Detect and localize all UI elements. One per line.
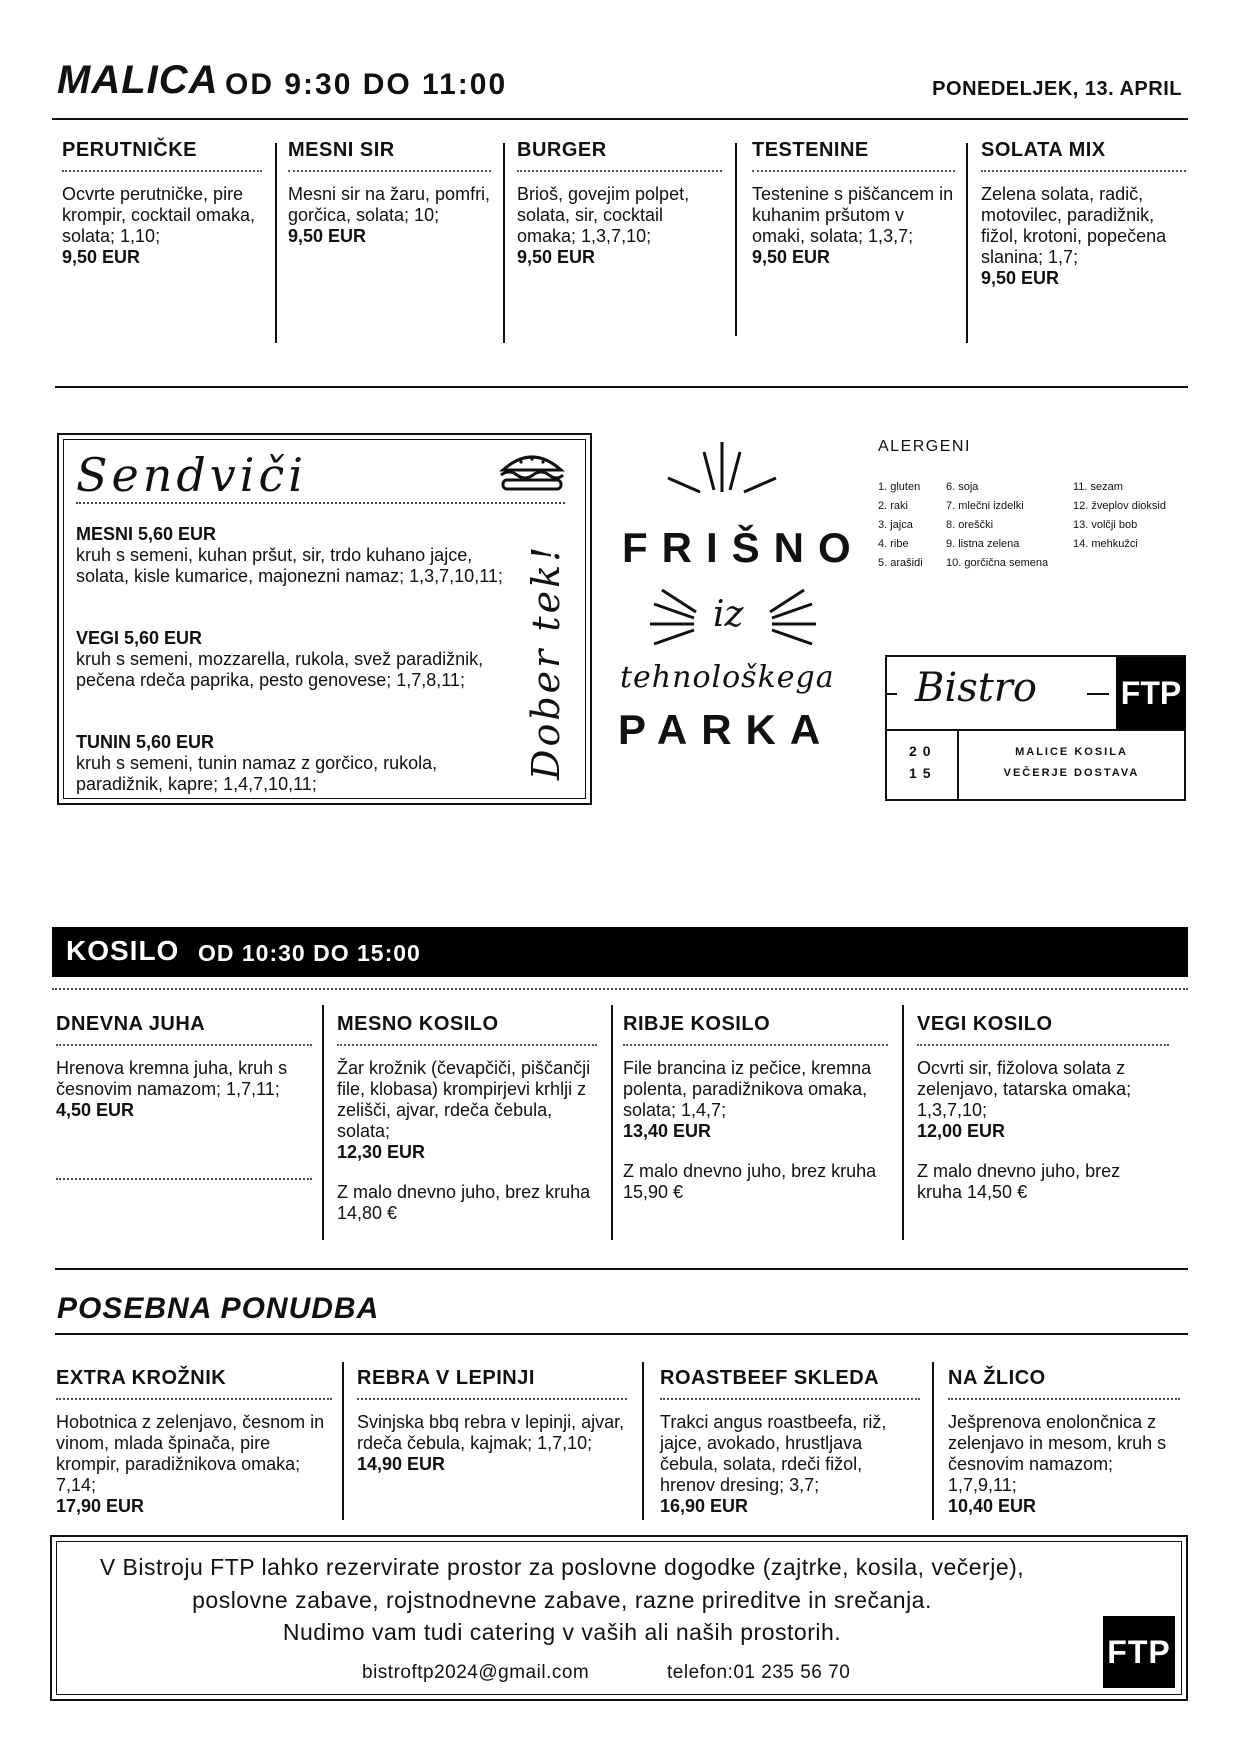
sendvici-divider xyxy=(76,502,565,504)
posebna-item-price: 17,90 EUR xyxy=(56,1496,145,1516)
kosilo-item-extra: Z malo dnevno juho, brez kruha 14,50 € xyxy=(917,1161,1121,1202)
sandwich-item xyxy=(76,524,506,587)
bistro-year-bottom: 15 xyxy=(909,765,937,781)
posebna-divider xyxy=(55,1333,1188,1335)
sendvici-title: Sendviči xyxy=(76,448,307,502)
sendvici-box xyxy=(57,433,592,805)
svg-text:Dober tek!: Dober tek! xyxy=(524,543,568,780)
kosilo-title: KOSILO xyxy=(66,935,180,966)
malica-title: MALICA xyxy=(57,58,219,102)
alergeni-column-3 xyxy=(1073,478,1166,554)
bistro-year-top: 20 xyxy=(909,743,937,759)
sandwich-desc: kruh s semeni, tunin namaz z gorčico, rukola, paradižnik, kapre; 1,4,7,10,11; xyxy=(76,753,438,794)
sandwich-item xyxy=(76,732,506,795)
menu-date: PONEDELJEK, 13. APRIL xyxy=(932,78,1182,100)
posebna-item-price: 14,90 EUR xyxy=(357,1454,446,1474)
malica-top-divider xyxy=(52,118,1188,120)
sandwich-icon xyxy=(497,450,567,494)
kosilo-item-title: RIBJE KOSILO xyxy=(623,1013,888,1046)
malica-item-title: SOLATA MIX xyxy=(981,139,1186,172)
kosilo-item-desc: Žar krožnik (čevapčiči, piščančji file, klobasa) krompirjevi krhlji z zelišči, ajvar, rdeča čebula, solata; xyxy=(337,1058,591,1141)
alergeni-column-1 xyxy=(878,478,923,573)
allergen-item: 3. jajca xyxy=(878,519,913,531)
posebna-item-title: NA ŽLICO xyxy=(948,1367,1180,1400)
posebna-item-title: REBRA V LEPINJI xyxy=(357,1367,627,1400)
malica-item-desc: Brioš, govejim polpet, solata, sir, cocktail omaka; 1,3,7,10; xyxy=(517,184,690,246)
column-divider xyxy=(735,143,737,336)
malica-item-title: TESTENINE xyxy=(752,139,955,172)
malica-item-title: BURGER xyxy=(517,139,722,172)
footer-line-3: Nudimo vam tudi catering v vaših ali naših prostorih. xyxy=(282,1619,842,1645)
allergen-item: 12. žveplov dioksid xyxy=(1073,500,1166,512)
malica-item-title: MESNI SIR xyxy=(288,139,491,172)
kosilo-item-title: MESNO KOSILO xyxy=(337,1013,597,1046)
allergen-item: 9. listna zelena xyxy=(946,538,1020,550)
kosilo-item-price: 12,30 EUR xyxy=(337,1142,426,1162)
footer-line-2: poslovne zabave, rojstnodnevne zabave, razne prireditve in srečanja. xyxy=(192,1587,932,1613)
dotted-divider xyxy=(56,1178,312,1180)
malica-item-title: PERUTNIČKE xyxy=(62,139,262,172)
logo-parka: PARKA xyxy=(618,706,835,753)
allergen-item: 8. oreščki xyxy=(946,519,994,531)
allergen-item: 14. mehkužci xyxy=(1073,538,1138,550)
column-divider xyxy=(966,143,968,343)
malica-item xyxy=(288,139,491,247)
kosilo-item-price: 13,40 EUR xyxy=(623,1121,712,1141)
posebna-item-price: 16,90 EUR xyxy=(660,1496,749,1516)
posebna-item xyxy=(660,1367,920,1517)
allergen-item: 10. gorčična semena xyxy=(946,557,1049,569)
allergen-item: 1. gluten xyxy=(878,481,921,493)
footer-box xyxy=(50,1535,1188,1701)
sandwich-desc: kruh s semeni, mozzarella, rukola, svež paradižnik, pečena rdeča paprika, pesto genovese; 1,7,8,11; xyxy=(76,649,484,690)
posebna-item-desc: Ješprenova enolončnica z zelenjavo in mesom, kruh s česnovim namazom; 1,7,9,11; xyxy=(948,1412,1167,1495)
logo-tehnoloskega: tehnološkega xyxy=(620,660,835,695)
bistro-services-line1: MALICE KOSILA xyxy=(1015,746,1128,758)
column-divider xyxy=(932,1362,934,1520)
kosilo-item xyxy=(56,1013,312,1121)
malica-time: OD 9:30 DO 11:00 xyxy=(225,68,508,101)
kosilo-item-desc: Ocvrti sir, fižolova solata z zelenjavo, tatarska omaka; 1,3,7,10; xyxy=(917,1058,1132,1120)
malica-item-desc: Testenine s piščancem in kuhanim pršutom v omaki, solata; 1,3,7; xyxy=(752,184,954,246)
logo-iz: iz xyxy=(713,594,744,635)
allergen-item: 4. ribe xyxy=(878,538,909,550)
sandwich-name-price: VEGI 5,60 EUR xyxy=(76,628,203,648)
allergen-item: 5. arašidi xyxy=(878,557,923,569)
kosilo-item xyxy=(623,1013,888,1203)
column-divider xyxy=(503,143,505,343)
kosilo-item xyxy=(337,1013,597,1224)
kosilo-item-extra: Z malo dnevno juho, brez kruha 15,90 € xyxy=(623,1161,877,1202)
kosilo-time: OD 10:30 DO 15:00 xyxy=(198,940,421,966)
kosilo-bottom-divider xyxy=(55,1268,1188,1270)
malica-bottom-divider xyxy=(55,386,1188,388)
bistro-ftp-logo xyxy=(885,655,1186,801)
allergen-item: 2. raki xyxy=(878,500,908,512)
malica-item xyxy=(517,139,722,268)
kosilo-dotted-divider xyxy=(52,988,1188,990)
footer-line-1: V Bistroju FTP lahko rezervirate prostor za poslovne dogodke (zajtrke, kosila, večerje), xyxy=(99,1554,1025,1580)
sandwich-name-price: MESNI 5,60 EUR xyxy=(76,524,217,544)
column-divider xyxy=(275,143,277,343)
malica-item xyxy=(752,139,955,268)
column-divider xyxy=(342,1362,344,1520)
footer-phone[interactable]: telefon:01 235 56 70 xyxy=(667,1662,851,1683)
bistro-name: Bistro xyxy=(915,665,1037,711)
posebna-item-desc: Svinjska bbq rebra v lepinji, ajvar, rdeča čebula, kajmak; 1,7,10; xyxy=(357,1412,625,1453)
posebna-item-desc: Trakci angus roastbeefa, riž, jajce, avokado, hrustljava čebula, solata, rdeči fižol, hrenov dresing; 3,7; xyxy=(660,1412,887,1495)
allergen-item: 11. sezam xyxy=(1073,481,1123,493)
footer-email[interactable]: bistroftp2024@gmail.com xyxy=(362,1662,590,1683)
posebna-item-title: EXTRA KROŽNIK xyxy=(56,1367,332,1400)
kosilo-item xyxy=(917,1013,1169,1203)
posebna-title: POSEBNA PONUDBA xyxy=(57,1292,380,1325)
malica-item-desc: Mesni sir na žaru, pomfri, gorčica, solata; 10; xyxy=(288,184,491,225)
column-divider xyxy=(611,1005,613,1240)
kosilo-item-title: VEGI KOSILO xyxy=(917,1013,1169,1046)
kosilo-item-desc: Hrenova kremna juha, kruh s česnovim namazom; 1,7,11; xyxy=(56,1058,288,1099)
posebna-item-desc: Hobotnica z zelenjavo, česnom in vinom, mlada špinača, pire krompir, paradižnikova omaka; 7,14; xyxy=(56,1412,325,1495)
allergen-item: 7. mlečni izdelki xyxy=(946,500,1024,512)
kosilo-item-price: 12,00 EUR xyxy=(917,1121,1006,1141)
malica-item-price: 9,50 EUR xyxy=(981,268,1060,288)
malica-item-desc: Zelena solata, radič, motovilec, paradižnik, fižol, krotoni, popečena slanina; 1,7; xyxy=(981,184,1167,267)
posebna-item xyxy=(948,1367,1180,1517)
malica-item-price: 9,50 EUR xyxy=(752,247,831,267)
bistro-ftp-badge: FTP xyxy=(1116,657,1186,729)
malica-item xyxy=(981,139,1186,289)
posebna-item-title: ROASTBEEF SKLEDA xyxy=(660,1367,920,1400)
kosilo-header xyxy=(52,927,1188,977)
logo-frisno: FRIŠNO xyxy=(622,524,865,571)
alergeni-title: ALERGENI xyxy=(878,438,971,455)
malica-item-price: 9,50 EUR xyxy=(62,247,141,267)
malica-item-price: 9,50 EUR xyxy=(288,226,367,246)
sandwich-name-price: TUNIN 5,60 EUR xyxy=(76,732,215,752)
allergen-item: 6. soja xyxy=(946,481,979,493)
sandwich-desc: kruh s semeni, kuhan pršut, sir, trdo kuhano jajce, solata, kisle kumarice, majonezni namaz; 1,3,7,10,11; xyxy=(76,545,503,586)
kosilo-item-extra: Z malo dnevno juho, brez kruha 14,80 € xyxy=(337,1182,591,1223)
alergeni-column-2 xyxy=(946,478,1048,573)
bistro-services-line2: VEČERJE DOSTAVA xyxy=(1003,767,1140,779)
posebna-item xyxy=(357,1367,627,1475)
allergen-item: 13. volčji bob xyxy=(1073,519,1138,531)
malica-item-desc: Ocvrte perutničke, pire krompir, cocktail omaka, solata; 1,10; xyxy=(62,184,256,246)
sunburst-icon xyxy=(662,440,782,500)
sandwich-item xyxy=(76,628,506,691)
dober-tek-text xyxy=(519,540,579,790)
posebna-item-price: 10,40 EUR xyxy=(948,1496,1037,1516)
column-divider xyxy=(902,1005,904,1240)
kosilo-item-desc: File brancina iz pečice, kremna polenta, paradižnikova omaka, solata; 1,4,7; xyxy=(623,1058,872,1120)
kosilo-item-price: 4,50 EUR xyxy=(56,1100,135,1120)
malica-item-price: 9,50 EUR xyxy=(517,247,596,267)
malica-item xyxy=(62,139,262,268)
posebna-item xyxy=(56,1367,332,1517)
column-divider xyxy=(322,1005,324,1240)
footer-ftp-badge: FTP xyxy=(1103,1616,1175,1688)
column-divider xyxy=(642,1362,644,1520)
kosilo-item-title: DNEVNA JUHA xyxy=(56,1013,312,1046)
